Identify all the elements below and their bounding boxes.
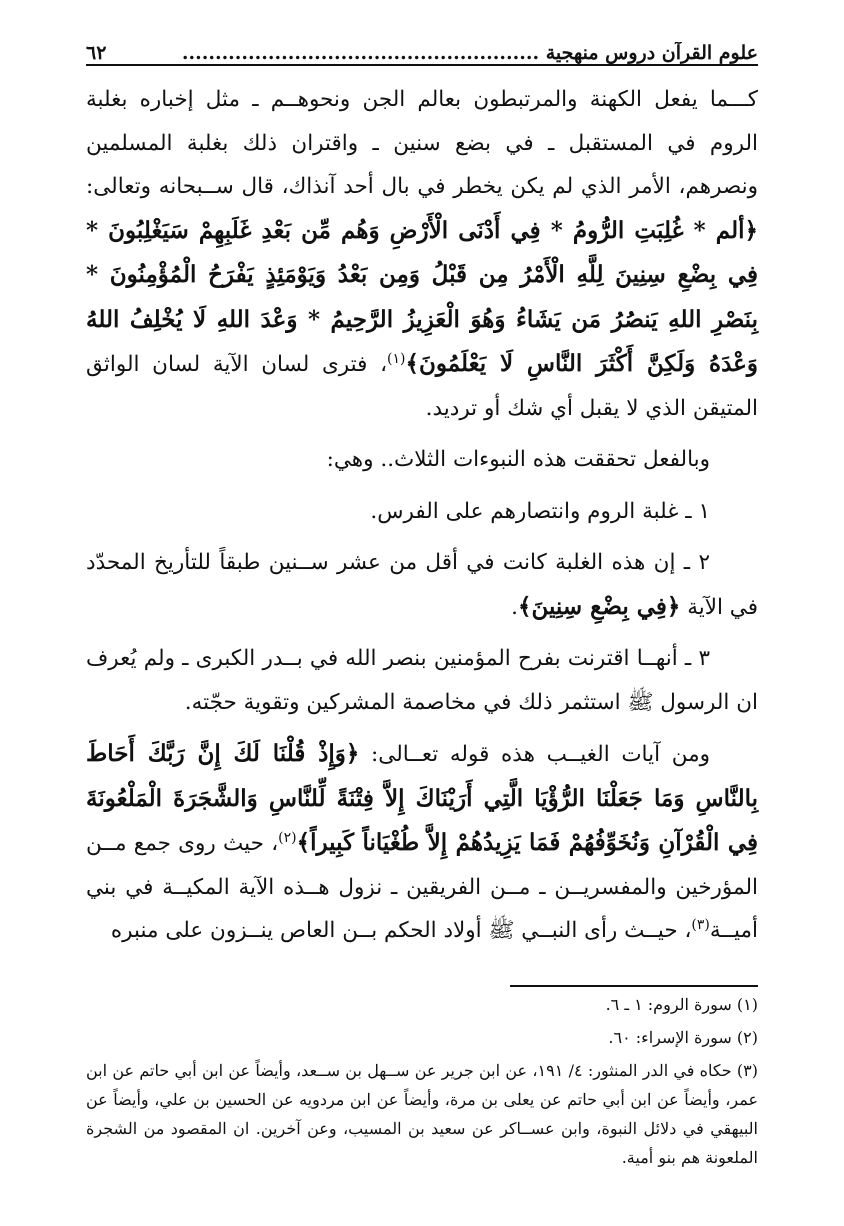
main-text (86, 78, 758, 953)
page-number: ٦٢ (86, 42, 107, 64)
quran-verse-bid: ﴿فِي بِضْعِ سِنِينَ﴾ (517, 592, 681, 620)
footnote-3: (٣) حكاه في الدر المنثور: ٤/ ١٩١، عن ابن جرير عن ســهل بن ســعد، وأيضاً عن ابن أبي حاتم عن ابن عمر، وأيضاً عن ابن أبي حاتم عن يعلى بن مرة، وأيضاً عن ابن مردويه عن الحسين بن علي، وأيضاً عن البيهقي في دلائل النبوة، وابن عســاكر عن سعيد بن المسيب، وعن آخرين. ان المقصود من الشجرة الملعونة هم بنو أمية. (86, 1061, 759, 1167)
running-title: علوم القرآن دروس منهجية ...................................................... (181, 42, 758, 64)
paragraph-isra-verse: ومن آيات الغيــب هذه قوله تعــالى: ﴿وَإِذْ قُلْنَا لَكَ إِنَّ رَبَّكَ أَحَاطَ بِالنَّاسِ وَمَا جَعَلْنَا الرُّؤْيَا الَّتِي أَرَيْنَاكَ إِلاَّ فِتْنَةً لِّلنَّاسِ وَالشَّجَرَةَ الْمَلْعُونَةَ فِي الْقُرْآنِ وَنُخَوِّفُهُمْ فَمَا يَزِيدُهُمْ إِلاَّ طُغْيَاناً كَبِيراً﴾$^{(٢)}$، حيث روى جمع مــن المؤرخين والمفسريــن ـ مــن الفريقين ـ نزول هــذه الآية المكيــة في بني أميــة$^{(٣)}$، حيــث رأى النبــي ﷺ أولاد الحكم بــن العاص ينــزون على منبره (86, 740, 758, 943)
footnote-1: (١) سورة الروم: ١ ـ ٦. (605, 995, 758, 1014)
quran-verse-rum: ﴿ألم * غُلِبَتِ الرُّومُ * فِي أَدْنَى الْأَرْضِ وَهُم مِّن بَعْدِ غَلَبِهِمْ سَيَغْلِبُونَ * فِي بِضْعِ سِنِينَ لِلَّهِ الْأَمْرُ مِن قَبْلُ وَمِن بَعْدُ وَيَوْمَئِذٍ يَفْرَحُ الْمُؤْمِنُونَ * بِنَصْرِ اللهِ يَنصُرُ مَن يَشَاءُ وَهُوَ الْعَزِيزُ الرَّحِيمُ * وَعْدَ اللهِ لَا يُخْلِفُ اللهُ وَعْدَهُ وَلَكِنَّ أَكْثَرَ النَّاسِ لَا يَعْلَمُونَ﴾ (86, 216, 758, 377)
footnotes (86, 990, 758, 1172)
paragraph-prophecies-intro: وبالفعل تحققت هذه النبوءات الثلاث.. وهي: (326, 447, 710, 472)
page-header (86, 30, 758, 66)
quran-verse-isra: ﴿وَإِذْ قُلْنَا لَكَ إِنَّ رَبَّكَ أَحَاطَ بِالنَّاسِ وَمَا جَعَلْنَا الرُّؤْيَا الَّتِي أَرَيْنَاكَ إِلاَّ فِتْنَةً لِّلنَّاسِ وَالشَّجَرَةَ الْمَلْعُونَةَ فِي الْقُرْآنِ وَنُخَوِّفُهُمْ فَمَا يَزِيدُهُمْ إِلاَّ طُغْيَاناً كَبِيراً﴾ (86, 740, 758, 856)
list-item-1: ١ ـ غلبة الروم وانتصارهم على الفرس. (370, 498, 710, 524)
list-item-3: ٣ ـ أنهــا اقترنت بفرح المؤمنين بنصر الله في بــدر الكبرى ـ ولم يُعرف ان الرسول ﷺ استثمر ذلك في مخاصمة المشركين وتقوية حجّته. (86, 646, 758, 715)
footnote-marker-3: (٣) (691, 916, 710, 933)
footnote-2: (٢) سورة الإسراء: ٦٠. (608, 1028, 758, 1047)
footnote-divider (510, 985, 758, 987)
paragraph-roman-prophecy: كـــما يفعل الكهنة والمرتبطون بعالم الجن ونحوهــم ـ مثل إخباره بغلبة الروم في المستقبل ـ في بضع سنين ـ واقتران ذلك بغلبة المسلمين ونصرهم، الأمر الذي لم يكن يخطر في بال أحد آنذاك، قال ســبحانه وتعالى: ﴿ألم * غُلِبَتِ الرُّومُ * فِي أَدْنَى الْأَرْضِ وَهُم مِّن بَعْدِ غَلَبِهِمْ سَيَغْلِبُونَ * فِي بِضْعِ سِنِينَ لِلَّهِ الْأَمْرُ مِن قَبْلُ وَمِن بَعْدُ وَيَوْمَئِذٍ يَفْرَحُ الْمُؤْمِنُونَ * بِنَصْرِ اللهِ يَنصُرُ مَن يَشَاءُ وَهُوَ الْعَزِيزُ الرَّحِيمُ * وَعْدَ اللهِ لَا يُخْلِفُ اللهُ وَعْدَهُ وَلَكِنَّ أَكْثَرَ النَّاسِ لَا يَعْلَمُونَ﴾$^{(١)}$، فترى لسان الآية لسان الواثق المتيقن الذي لا يقبل أي شك أو ترديد. (86, 87, 758, 421)
footnote-marker-1: (١) (387, 350, 406, 367)
list-item-2: ٢ ـ إن هذه الغلبة كانت في أقل من عشر ســنين طبقاً للتأريخ المحدّد في الآية ﴿فِي بِضْعِ سِنِينَ﴾. (86, 550, 758, 620)
footnote-marker-2: (٢) (278, 829, 297, 846)
